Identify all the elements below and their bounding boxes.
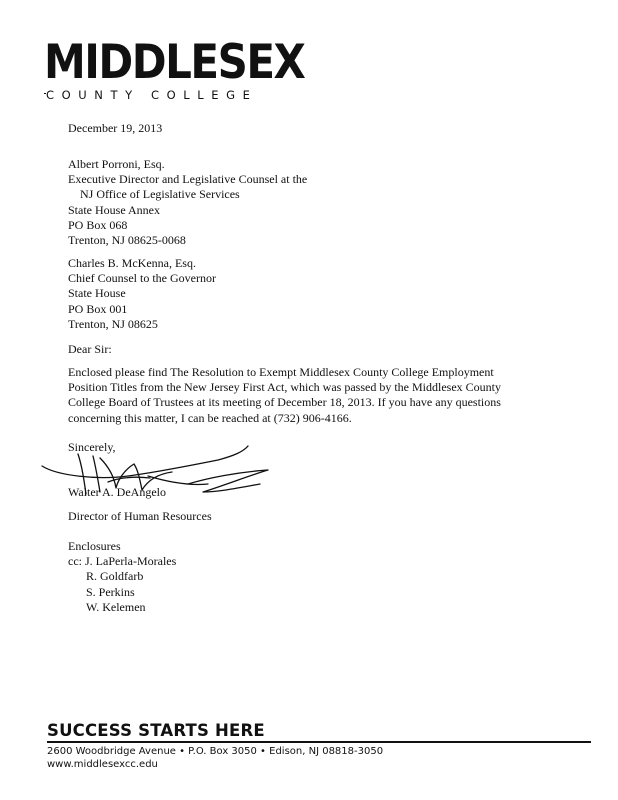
address-line: Albert Porroni, Esq. (68, 157, 165, 171)
cc-line: S. Perkins (86, 584, 135, 599)
footer-tagline: SUCCESS STARTS HERE (47, 721, 265, 740)
address-line: Trenton, NJ 08625 (68, 316, 158, 331)
address-line: Chief Counsel to the Governor (68, 271, 216, 286)
closing: Sincerely, (68, 440, 116, 454)
address-line: PO Box 068 (68, 217, 128, 232)
body-line: College Board of Trustees at its meeting of December 18, 2013. If you have any questions (68, 395, 501, 410)
signer-title: Director of Human Resources (68, 509, 212, 523)
address-line: Executive Director and Legislative Counsel at the (68, 172, 308, 187)
address-line: Trenton, NJ 08625-0068 (68, 233, 186, 248)
body-paragraph (68, 365, 501, 426)
letter-date: December 19, 2013 (68, 121, 163, 135)
footer-website: www.middlesexcc.edu (47, 758, 158, 770)
handwritten-signature (38, 436, 278, 516)
body-line: Enclosed please find The Resolution to Exempt Middlesex County College Employment (68, 365, 494, 379)
footer-rule (47, 741, 591, 743)
enclosures-label: Enclosures (68, 539, 121, 553)
footer-address-block (47, 746, 383, 771)
address-line: State House (68, 286, 126, 301)
logo-wordmark: MIDDLESEX (44, 34, 305, 90)
cc-line: R. Goldfarb (86, 569, 144, 584)
body-line: concerning this matter, I can be reached at (732) 906-4166. (68, 410, 352, 425)
recipient-address-1 (68, 157, 307, 248)
cc-line: W. Kelemen (86, 599, 146, 614)
address-line: NJ Office of Legislative Services (80, 187, 240, 202)
enclosures-block (68, 539, 176, 615)
body-line: Position Titles from the New Jersey First Act, which was passed by the Middlesex County (68, 380, 501, 395)
address-line: Charles B. McKenna, Esq. (68, 256, 196, 270)
college-logo (44, 34, 305, 102)
signer-name: Walter A. DeAngelo (68, 485, 167, 499)
address-line: PO Box 001 (68, 301, 128, 316)
address-line: State House Annex (68, 202, 160, 217)
logo-subtitle: COUNTY COLLEGE (46, 88, 258, 102)
footer-address: 2600 Woodbridge Avenue • P.O. Box 3050 • Edison, NJ 08818-3050 (47, 746, 384, 757)
cc-line: cc: J. LaPerla-Morales (68, 554, 177, 569)
salutation: Dear Sir: (68, 342, 112, 356)
recipient-address-2 (68, 256, 216, 332)
